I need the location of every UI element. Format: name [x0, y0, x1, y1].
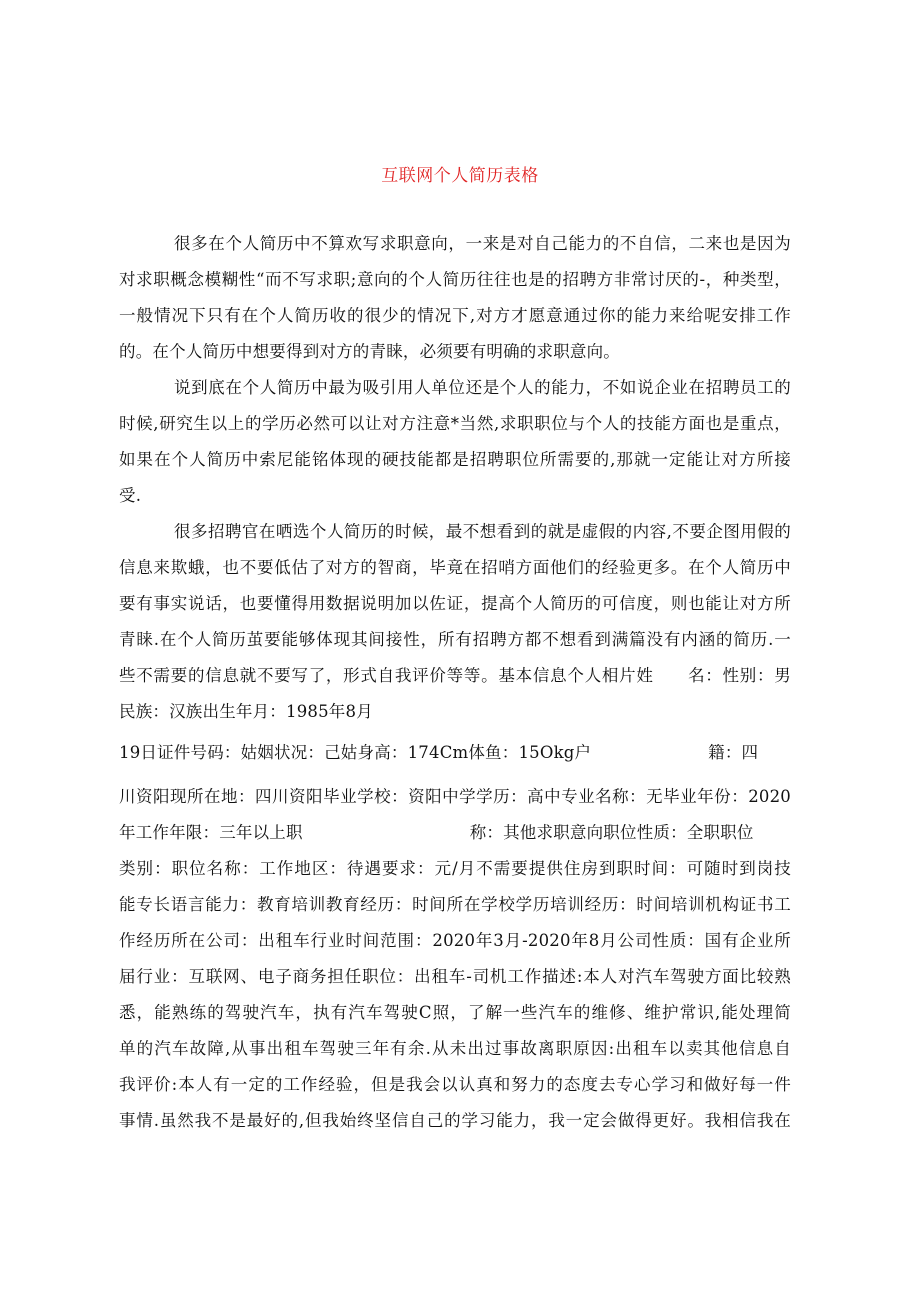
paragraph-line: 些不需要的信息就不要写了，形式自我评价等等。基本信息个人相片姓 名：性别：男 — [119, 666, 791, 685]
paragraph-line: 我评价:本人有一定的工作经验，但是我会以认真和努力的态度去专心学习和做好每一件 — [119, 1075, 791, 1094]
paragraph-line: 类别：职位名称：工作地区：待遇要求：元/月不需要提供住房到职时间：可随时到岗技 — [119, 859, 791, 878]
paragraph-line: 年工作年限：三年以上职 称：其他求职意向职位性质：全职职位 — [119, 823, 754, 842]
paragraph-line: 时候,研究生以上的学历必然可以让对方注意*当然,求职职位与个人的技能方面也是重点， — [119, 414, 791, 433]
paragraph-line: 届行业：互联网、电子商务担任职位：出租车-司机工作描述:本人对汽车驾驶方面比较熟 — [119, 967, 791, 986]
document-title: 互联网个人简历表格 — [381, 166, 539, 186]
paragraph-line: 的。在个人简历中想要得到对方的青睐，必须要有明确的求职意向。 — [119, 342, 620, 361]
paragraph-line: 19日证件号码：姑姻状况：己姑身高：174Cm体鱼：15Okg户 籍：四 — [119, 743, 759, 762]
paragraph-line: 很多招聘官在哂选个人简历的时候，最不想看到的就是虚假的内容,不要企图用假的 — [174, 522, 791, 541]
paragraph-line: 青睐.在个人简历茧要能够体现其间接性，所有招聘方都不想看到满篇没有内涵的简历.一 — [119, 630, 791, 649]
paragraph-line: 要有事实说话，也要懂得用数据说明加以佐证，提高个人简历的可信度，则也能让对方所 — [119, 594, 791, 613]
paragraph-line: 很多在个人简历中不算欢写求职意向，一来是对自己能力的不自信，二来也是因为 — [174, 234, 791, 253]
paragraph-line: 一般情况下只有在个人简历收的很少的情况下,对方才愿意通过你的能力来给呢安排工作 — [119, 306, 791, 325]
paragraph-line: 能专长语言能力：教育培训教育经历：时间所在学校学历培训经历：时间培训机构证书工 — [119, 895, 791, 914]
paragraph-line: 事情.虽然我不是最好的,但我始终坚信自己的学习能力，我一定会做得更好。我相信我在 — [119, 1111, 791, 1130]
paragraph-line: 对求职概念模糊性“而不写求职;意向的个人简历往往也是的招聘方非常讨厌的-，种类型， — [119, 270, 791, 289]
paragraph-line: 作经历所在公司：出租车行业时间范围：2020年3月-2020年8月公司性质：国有企业所 — [119, 931, 791, 950]
paragraph-line: 信息来欺蛾，也不要低估了对方的智商，毕竟在招哨方面他们的经验更多。在个人简历中 — [119, 558, 791, 577]
paragraph-line: 说到底在个人简历中最为吸引用人单位还是个人的能力，不如说企业在招聘员工的 — [174, 378, 791, 397]
paragraph-line: 川资阳现所在地：四川资阳毕业学校：资阳中学学历：高中专业名称：无毕业年份：2020 — [119, 787, 791, 806]
paragraph-line: 受. — [119, 486, 142, 505]
paragraph-line: 悉，能熟练的驾驶汽车，执有汽车驾驶C照，了解一些汽车的维修、维护常识,能处理简 — [119, 1003, 791, 1022]
paragraph-line: 民族：汉族出生年月：1985年8月 — [119, 702, 373, 721]
paragraph-line: 单的汽车故障,从事出租车驾驶三年有余.从未出过事故离职原因:出租车以卖其他信息自 — [119, 1039, 791, 1058]
paragraph-line: 如果在个人简历中索尼能铭体现的硬技能都是招聘职位所需要的,那就一定能让对方所接 — [119, 450, 791, 469]
